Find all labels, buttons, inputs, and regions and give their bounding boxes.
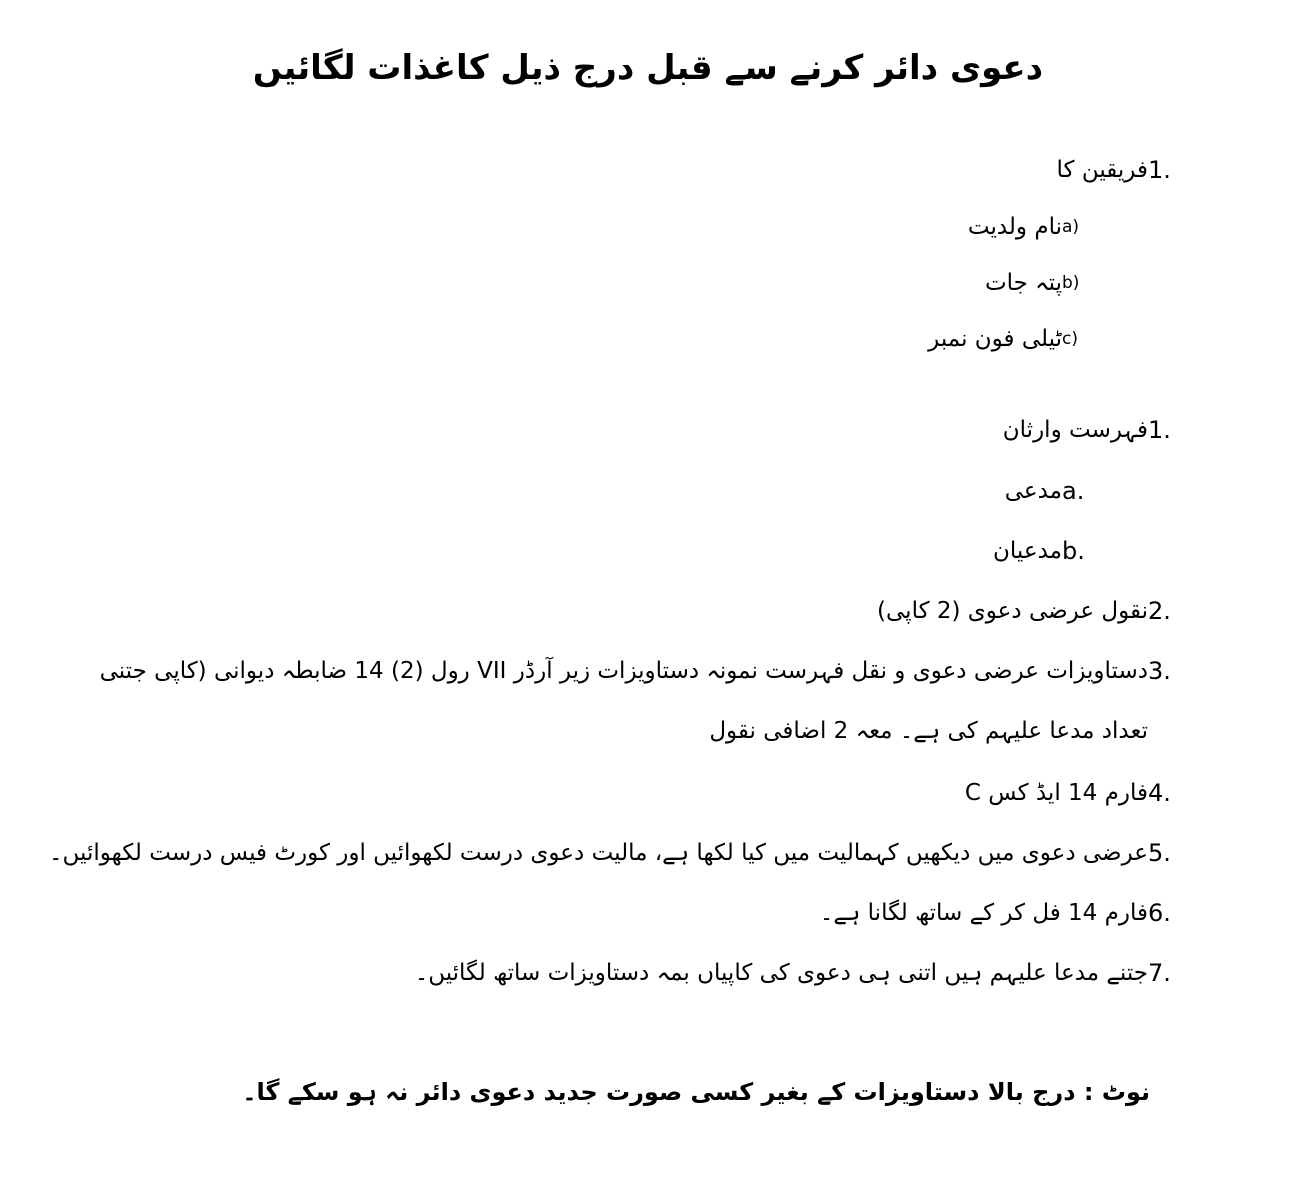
list-item-3 bbox=[90, 651, 1190, 761]
list-item-parties bbox=[1057, 150, 1190, 190]
page-title: دعوی دائر کرنے سے قبل درج ذیل کاغذات لگائیں bbox=[252, 48, 1044, 88]
list-number: 3. bbox=[1148, 657, 1171, 685]
list-item-7 bbox=[415, 953, 1190, 993]
list-text: دستاویزات عرضی دعوی و نقل فہرست نمونہ دستاویزات زیر آرڈر VII رول (2) 14 ضابطہ دیوانی (کاپی جتنی تعداد مدعا علیہم کی ہے۔ معہ 2 اضافی نقول bbox=[99, 658, 1148, 744]
sub-item-plaintiffs bbox=[993, 531, 1106, 571]
sub-label: مدعیان bbox=[993, 538, 1062, 564]
sub-label: ٹیلی فون نمبر bbox=[928, 326, 1062, 352]
list-number: 4. bbox=[1148, 779, 1171, 807]
list-item-6 bbox=[820, 893, 1190, 933]
list-number: 5. bbox=[1148, 839, 1171, 867]
footer-note: نوٹ : درج بالا دستاویزات کے بغیر کسی صورت جدید دعوی دائر نہ ہو سکے گا۔ bbox=[242, 1078, 1150, 1106]
list-item-heirs bbox=[1003, 410, 1190, 450]
list-text: فارم 14 ایڈ کس C bbox=[964, 780, 1148, 806]
list-item-5 bbox=[49, 833, 1190, 873]
list-number: 7. bbox=[1148, 959, 1171, 987]
sub-marker: a. bbox=[1062, 477, 1085, 505]
list-item-4 bbox=[965, 773, 1190, 813]
list-text: نقول عرضی دعوی (2 کاپی) bbox=[877, 598, 1148, 624]
sub-item-phone bbox=[928, 319, 1106, 359]
list-text: جتنے مدعا علیہم ہیں اتنی ہی دعوی کی کاپیاں بمہ دستاویزات ساتھ لگائیں۔ bbox=[414, 960, 1148, 986]
list-number: 2. bbox=[1148, 597, 1171, 625]
sub-label: نام ولدیت bbox=[967, 214, 1062, 240]
list-text: عرضی دعوی میں دیکھیں کہمالیت میں کیا لکھا ہے، مالیت دعوی درست لکھوائیں اور کورٹ فیس درست لکھوائیں۔ bbox=[49, 840, 1148, 866]
list-heading: فریقین کا bbox=[1056, 157, 1148, 183]
sub-marker: a) bbox=[1062, 217, 1080, 237]
list-number: 1. bbox=[1148, 416, 1171, 444]
sub-item-plaintiff bbox=[1005, 471, 1106, 511]
sub-label: پتہ جات bbox=[984, 270, 1062, 296]
list-text: فارم 14 فل کر کے ساتھ لگانا ہے۔ bbox=[819, 900, 1148, 926]
sub-marker: b) bbox=[1062, 273, 1080, 293]
sub-label: مدعی bbox=[1004, 478, 1062, 504]
sub-item-name bbox=[968, 207, 1106, 247]
list-number: 1. bbox=[1148, 156, 1171, 184]
list-heading: فہرست وارثان bbox=[1002, 417, 1148, 443]
list-item-2 bbox=[877, 591, 1190, 631]
list-number: 6. bbox=[1148, 899, 1171, 927]
sub-marker: c) bbox=[1062, 329, 1078, 349]
sub-item-address bbox=[985, 263, 1106, 303]
sub-marker: b. bbox=[1062, 537, 1085, 565]
